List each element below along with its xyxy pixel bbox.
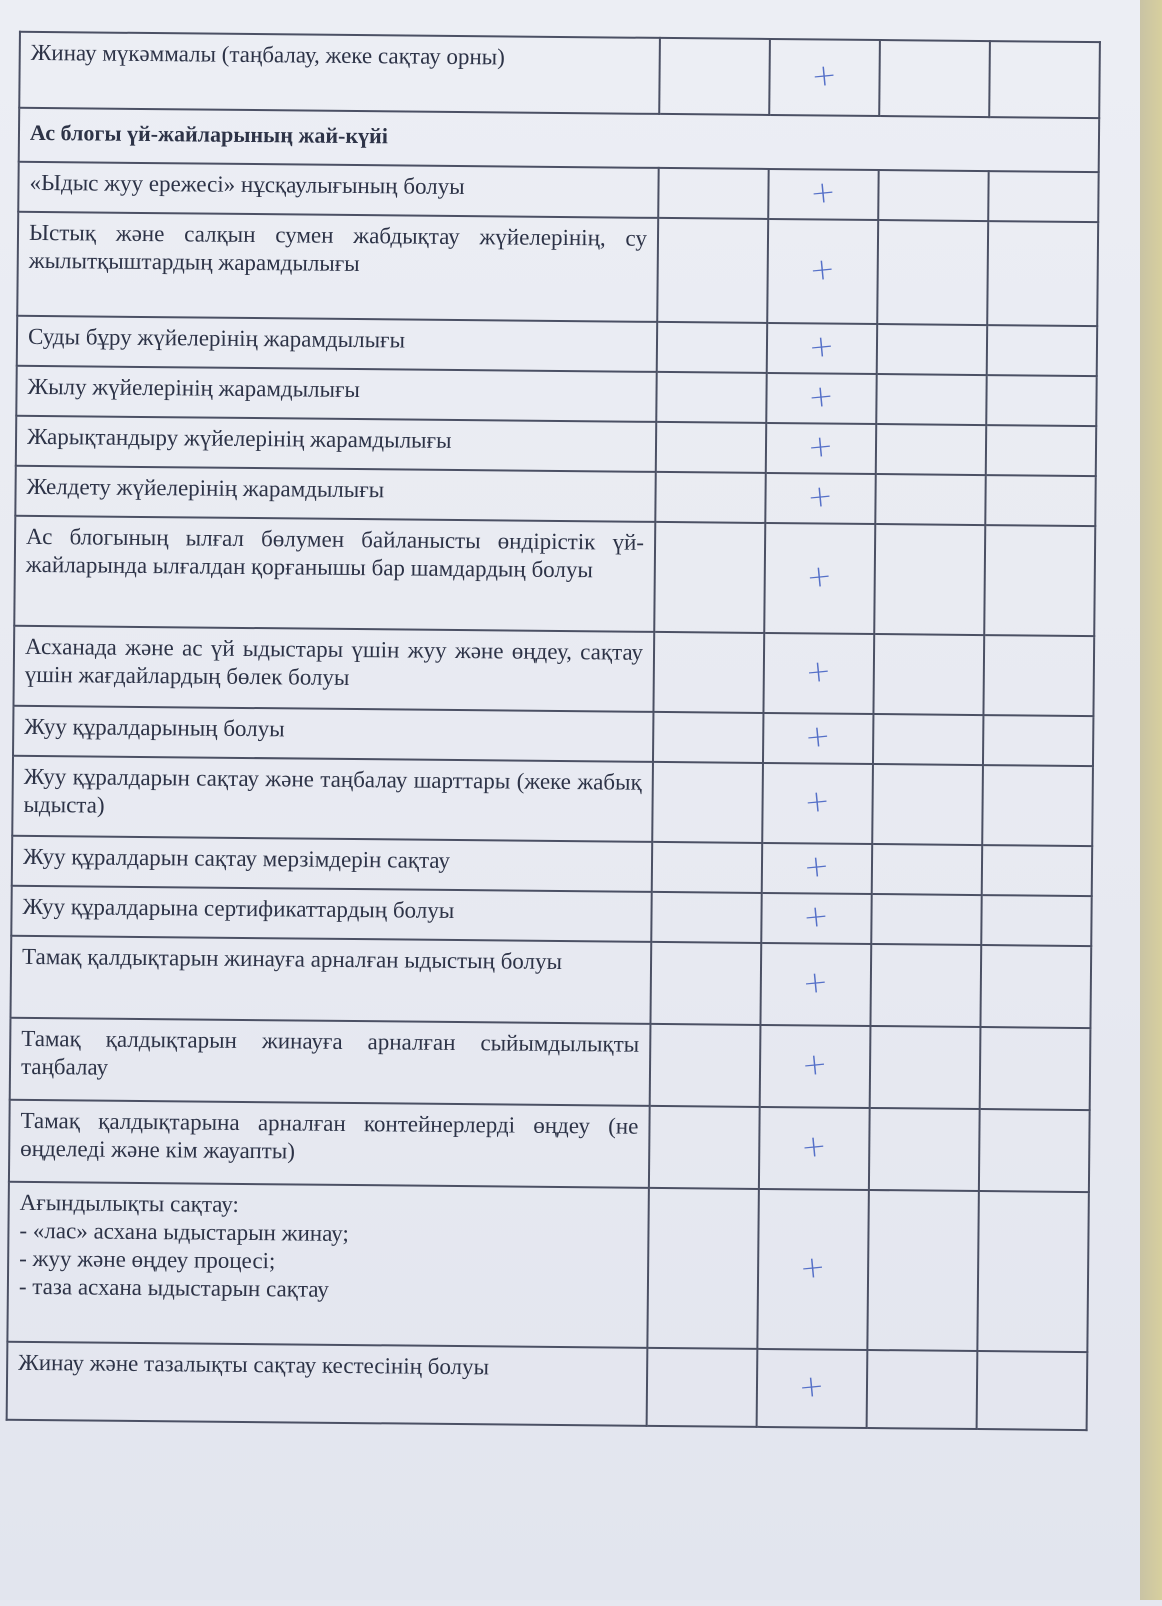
criterion-cell: Ыстық және салқын сумен жабдықтау жүйелерінің, су жылытқыштардың жарамдылығы <box>17 212 658 322</box>
status-cell-2 <box>761 893 871 944</box>
status-cell-3 <box>873 714 983 765</box>
status-cell-4 <box>987 325 1098 376</box>
criterion-line: - жуу және өңдеу процесі; <box>19 1245 276 1274</box>
status-cell-4 <box>977 1191 1089 1352</box>
criterion-cell: Тамақ қалдықтарын жинауға арналған ыдыстың болуы <box>11 936 652 1024</box>
status-cell-2 <box>759 1107 870 1190</box>
status-cell-3 <box>879 40 990 117</box>
status-cell-2 <box>757 1349 868 1428</box>
status-cell-4 <box>977 1351 1088 1430</box>
status-cell-1 <box>652 762 763 843</box>
table-row <box>7 1182 1088 1352</box>
status-cell-1 <box>650 1024 761 1107</box>
status-cell-4 <box>979 1109 1090 1192</box>
handwritten-check-mark: + <box>808 251 837 289</box>
handwritten-check-mark: + <box>801 964 830 1002</box>
status-cell-2 <box>760 943 871 1026</box>
handwritten-check-mark: + <box>809 174 838 212</box>
criterion-cell: Жуу құралдарының болуы <box>13 706 653 762</box>
status-cell-1 <box>658 168 768 219</box>
status-cell-2 <box>762 843 872 894</box>
table-row <box>7 1342 1088 1430</box>
criterion-cell: Жуу құралдарын сақтау мерзімдерін сақтау <box>12 836 652 892</box>
status-cell-3 <box>870 944 981 1027</box>
status-cell-3 <box>872 764 983 845</box>
status-cell-3 <box>875 474 985 525</box>
status-cell-1 <box>659 38 770 115</box>
criterion-cell: Суды бұру жүйелерінің жарамдылығы <box>17 316 657 372</box>
criterion-line: - таза асхана ыдыстарын сақтау <box>18 1273 329 1302</box>
status-cell-2 <box>764 523 875 634</box>
status-cell-3 <box>871 894 981 945</box>
criterion-cell: Жинау мүкәммалы (таңбалау, жеке сақтау орны) <box>19 32 660 114</box>
handwritten-check-mark: + <box>804 653 833 691</box>
status-cell-3 <box>877 220 988 325</box>
status-cell-3 <box>872 844 982 895</box>
handwritten-check-mark: + <box>800 1046 830 1084</box>
criterion-cell: «Ыдыс жуу ережесі» нұсқаулығының болуы <box>18 162 658 218</box>
status-cell-1 <box>655 472 765 523</box>
table-row <box>13 626 1094 716</box>
status-cell-4 <box>980 1027 1091 1110</box>
table-row <box>17 212 1098 326</box>
table-row <box>11 936 1092 1028</box>
handwritten-check-mark: + <box>807 378 836 416</box>
criterion-line: Ағындылықты сақтау: <box>19 1189 239 1217</box>
status-cell-3 <box>876 424 986 475</box>
checklist-table <box>6 31 1101 1431</box>
criterion-cell: Ас блогының ылғал бөлумен байланысты өндірістік үй-жайларында ылғалдан қорғанышы бар шамдардың болуы <box>14 516 655 632</box>
criterion-cell <box>7 1182 648 1348</box>
status-cell-4 <box>983 715 1094 766</box>
status-cell-2 <box>766 373 876 424</box>
status-cell-3 <box>867 1350 978 1429</box>
status-cell-2 <box>769 39 880 116</box>
table-row <box>19 32 1100 118</box>
status-cell-1 <box>656 372 766 423</box>
status-cell-1 <box>651 892 761 943</box>
status-cell-4 <box>989 41 1100 118</box>
criterion-cell: Тамақ қалдықтарын жинауға арналған сыйымдылықты таңбалау <box>10 1018 651 1106</box>
status-cell-3 <box>867 1190 979 1351</box>
criterion-cell: Асханада және ас үй ыдыстары үшін жуу және өңдеу, сақтау үшін жағдайлардың бөлек болуы <box>13 626 654 712</box>
status-cell-1 <box>656 422 766 473</box>
status-cell-4 <box>981 895 1092 946</box>
status-cell-4 <box>984 525 1095 636</box>
status-cell-1 <box>653 632 764 713</box>
criterion-cell: Жинау және тазалықты сақтау кестесінің болуы <box>7 1342 648 1426</box>
status-cell-3 <box>876 374 986 425</box>
section-heading: Ас блогы үй-жайларының жай-күйі <box>19 108 1099 172</box>
status-cell-2 <box>766 423 876 474</box>
handwritten-check-mark: + <box>802 848 832 886</box>
handwritten-check-mark: + <box>806 478 835 516</box>
status-cell-2 <box>760 1025 871 1108</box>
status-cell-4 <box>986 375 1097 426</box>
criterion-cell: Жуу құралдарын сақтау және таңбалау шарттары (жеке жабық ыдыста) <box>12 756 653 842</box>
status-cell-3 <box>873 634 984 715</box>
table-row <box>12 756 1093 846</box>
handwritten-check-mark: + <box>807 328 837 366</box>
status-cell-1 <box>653 712 763 763</box>
status-cell-2 <box>768 169 878 220</box>
handwritten-check-mark: + <box>799 1128 829 1166</box>
status-cell-2 <box>767 219 878 324</box>
status-cell-2 <box>763 633 874 714</box>
criterion-cell: Жылу жүйелерінің жарамдылығы <box>16 366 656 422</box>
status-cell-2 <box>757 1189 869 1350</box>
status-cell-1 <box>650 942 761 1025</box>
status-cell-3 <box>869 1108 980 1191</box>
status-cell-1 <box>657 322 767 373</box>
status-cell-4 <box>987 221 1098 326</box>
criterion-cell: Жуу құралдарына сертификаттардың болуы <box>11 886 651 942</box>
status-cell-4 <box>980 945 1091 1028</box>
status-cell-2 <box>767 323 877 374</box>
handwritten-check-mark: + <box>806 428 836 466</box>
checklist-body <box>7 32 1100 1430</box>
handwritten-check-mark: + <box>810 57 839 95</box>
handwritten-check-mark: + <box>798 1249 828 1287</box>
status-cell-1 <box>654 522 765 633</box>
criterion-cell: Тамақ қалдықтарына арналған контейнерлерді өңдеу (не өңделеді және кім жауапты) <box>9 1100 650 1188</box>
status-cell-3 <box>870 1026 981 1109</box>
table-row <box>14 516 1095 636</box>
handwritten-check-mark: + <box>803 718 833 756</box>
status-cell-2 <box>762 763 873 844</box>
status-cell-3 <box>877 324 987 375</box>
status-cell-4 <box>988 171 1099 222</box>
status-cell-2 <box>765 473 875 524</box>
table-row <box>10 1018 1091 1110</box>
status-cell-4 <box>982 765 1093 846</box>
criterion-cell: Жарықтандыру жүйелерінің жарамдылығы <box>16 416 656 472</box>
status-cell-4 <box>982 845 1093 896</box>
status-cell-1 <box>647 1188 759 1349</box>
status-cell-1 <box>657 218 768 323</box>
status-cell-1 <box>652 842 762 893</box>
handwritten-check-mark: + <box>797 1368 827 1406</box>
status-cell-4 <box>986 425 1097 476</box>
status-cell-4 <box>983 635 1094 716</box>
status-cell-1 <box>647 1348 758 1427</box>
criterion-line: - «лас» асхана ыдыстарын жинау; <box>19 1217 349 1246</box>
status-cell-4 <box>985 475 1096 526</box>
table-row <box>9 1100 1090 1192</box>
status-cell-2 <box>763 713 873 764</box>
status-cell-3 <box>874 524 985 635</box>
handwritten-check-mark: + <box>802 898 831 936</box>
criterion-cell: Желдету жүйелерінің жарамдылығы <box>15 466 655 522</box>
handwritten-check-mark: + <box>803 783 832 821</box>
status-cell-3 <box>878 170 988 221</box>
handwritten-check-mark: + <box>805 558 834 596</box>
status-cell-1 <box>649 1106 760 1189</box>
